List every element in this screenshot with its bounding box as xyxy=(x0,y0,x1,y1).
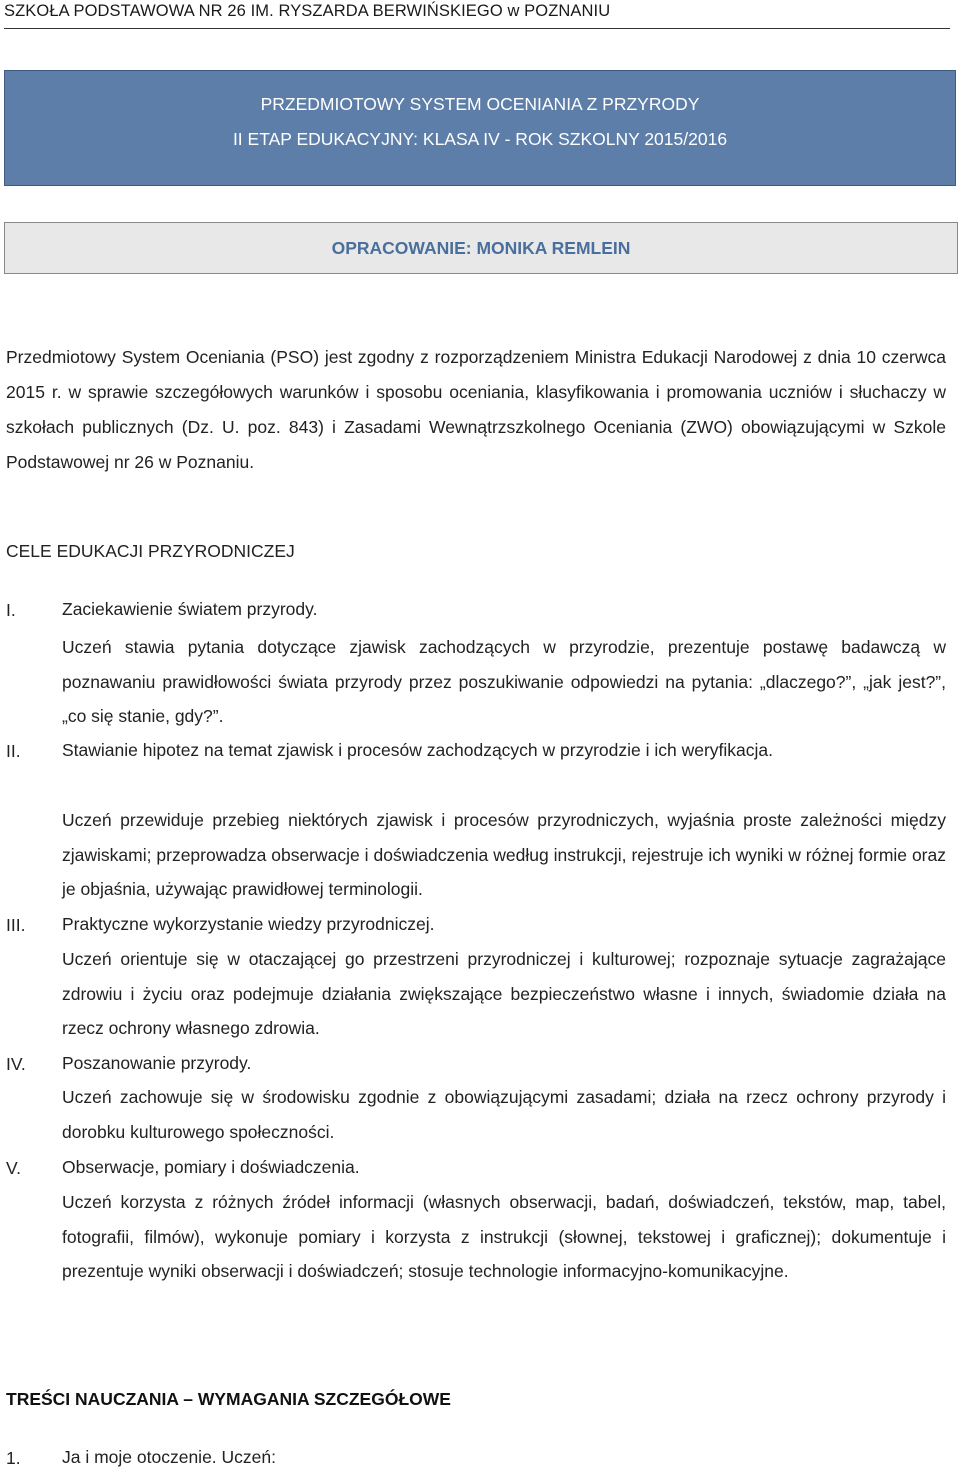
content-heading: TREŚCI NAUCZANIA – WYMAGANIA SZCZEGÓŁOWE xyxy=(6,1389,451,1409)
title-line-1: PRZEDMIOTOWY SYSTEM OCENIANIA Z PRZYRODY xyxy=(260,94,700,114)
goal-title: Stawianie hipotez na temat zjawisk i procesów zachodzących w przyrodzie i ich weryfikacja. xyxy=(62,740,773,760)
intro-paragraph: Przedmiotowy System Oceniania (PSO) jest zgodny z rozporządzeniem Ministra Edukacji Narodowej z dnia 10 czerwca 2015 r. w sprawie szczegółowych warunków i sposobu oceniania, klasyfikowania i promowania uczniów i słuchaczy w szkołach publicznych (Dz. U. poz. 843) i Zasadami Wewnątrzszkolnego Oceniania (ZWO) obowiązującymi w Szkole Podstawowej nr 26 w Poznaniu. xyxy=(6,347,946,472)
goal-number: III. xyxy=(6,915,26,935)
content-item-number: 1. xyxy=(6,1448,21,1468)
goal-body: Uczeń korzysta z różnych źródeł informacji (własnych obserwacji, badań, doświadczeń, tekstów, map, tabel, fotografii, filmów), wykonuje pomiary i korzysta z instrukcji (słownej, tekstowej i graficznej); dokumentuje i prezentuje wyniki obserwacji i doświadczeń; stosuje technologie informacyjno-komunikacyjne. xyxy=(62,1192,946,1281)
author-banner: OPRACOWANIE: MONIKA REMLEIN xyxy=(4,222,958,274)
goal-body: Uczeń stawia pytania dotyczące zjawisk zachodzących w przyrodzie, prezentuje postawę badawczą w poznawaniu prawidłowości świata przyrody przez poszukiwanie odpowiedzi na pytania: „dlaczego?”, „jak jest?”, „co się stanie, gdy?”. xyxy=(62,637,946,726)
title-line-2: II ETAP EDUKACYJNY: KLASA IV - ROK SZKOLNY 2015/2016 xyxy=(232,129,728,149)
goal-number: II. xyxy=(6,741,21,761)
goal-body: Uczeń orientuje się w otaczającej go przestrzeni przyrodniczej i kulturowej; rozpoznaje sytuacje zagrażające zdrowiu i życiu oraz podejmuje działania zwiększające bezpieczeństwo własne i innych, świadomie działa na rzecz ochrony własnego zdrowia. xyxy=(62,949,946,1038)
goal-number: IV. xyxy=(6,1054,26,1074)
goal-title: Poszanowanie przyrody. xyxy=(62,1053,252,1073)
title-banner xyxy=(4,70,956,186)
goal-title: Praktyczne wykorzystanie wiedzy przyrodniczej. xyxy=(62,914,435,934)
goal-body: Uczeń przewiduje przebieg niektórych zjawisk i procesów przyrodniczych, wyjaśnia proste zależności między zjawiskami; przeprowadza obserwacje i doświadczenia według instrukcji, rejestruje ich wyniki w różnej formie oraz je objaśnia, używając prawidłowej terminologii. xyxy=(62,810,946,899)
goal-title: Obserwacje, pomiary i doświadczenia. xyxy=(62,1157,360,1177)
content-item-text: Ja i moje otoczenie. Uczeń: xyxy=(62,1447,276,1467)
goal-number: V. xyxy=(6,1158,21,1178)
goal-title: Zaciekawienie światem przyrody. xyxy=(62,599,318,619)
running-header: SZKOŁA PODSTAWOWA NR 26 IM. RYSZARDA BERWIŃSKIEGO w POZNANIU xyxy=(4,2,950,29)
goal-body: Uczeń zachowuje się w środowisku zgodnie z obowiązującymi zasadami; działa na rzecz ochrony przyrody i dorobku kulturowego społeczności. xyxy=(62,1087,946,1142)
goal-number: I. xyxy=(6,600,16,620)
goals-heading: CELE EDUKACJI PRZYRODNICZEJ xyxy=(6,541,295,561)
